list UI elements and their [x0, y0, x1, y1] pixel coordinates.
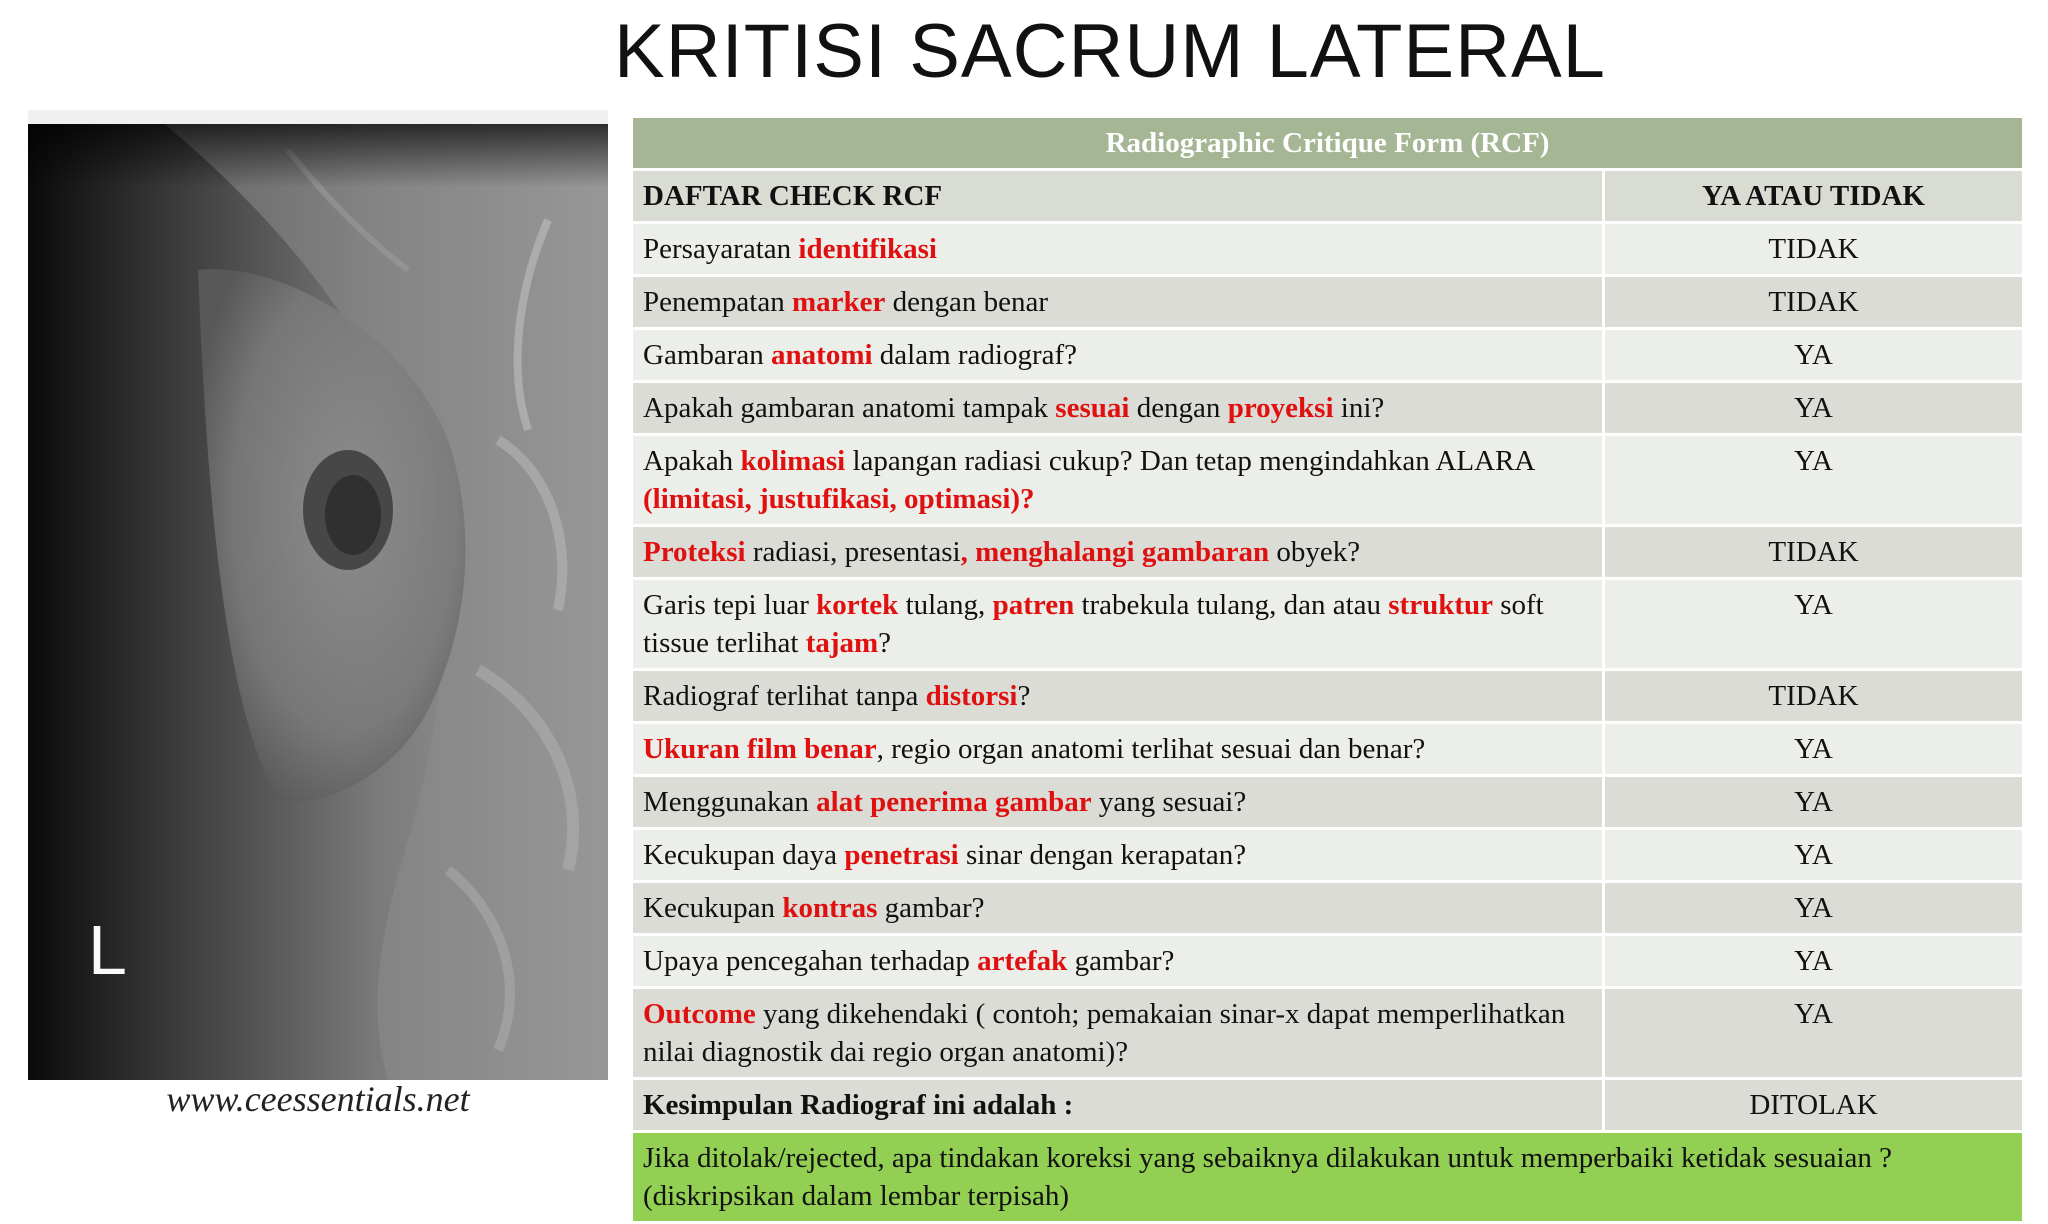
checklist-answer: TIDAK — [1604, 526, 2024, 579]
table-row — [632, 882, 2024, 935]
checklist-rows — [632, 223, 2024, 1079]
table-row — [632, 670, 2024, 723]
question-text: radiasi, presentasi — [745, 536, 961, 568]
table-row — [632, 776, 2024, 829]
checklist-question — [632, 435, 1604, 526]
highlighted-term: Ukuran film benar — [643, 733, 877, 765]
highlighted-term: artefak — [977, 945, 1068, 977]
question-text: yang dikehendaki ( contoh; pemakaian sinar-x dapat memperlihatkan nilai diagnostik dai regio organ anatomi)? — [643, 998, 1566, 1068]
table-row — [632, 723, 2024, 776]
table-row — [632, 526, 2024, 579]
highlighted-term: anatomi — [771, 339, 873, 371]
checklist-question — [632, 829, 1604, 882]
question-text: yang sesuai? — [1091, 786, 1247, 818]
question-text: dengan — [1129, 392, 1228, 424]
column-header-answer: YA ATAU TIDAK — [1604, 170, 2024, 223]
highlighted-term: patren — [992, 589, 1075, 621]
checklist-question — [632, 526, 1604, 579]
highlighted-term: distorsi — [925, 680, 1018, 712]
highlighted-term: proyeksi — [1227, 392, 1334, 424]
checklist-question — [632, 223, 1604, 276]
column-header-checklist: DAFTAR CHECK RCF — [632, 170, 1604, 223]
table-row — [632, 223, 2024, 276]
checklist-question — [632, 276, 1604, 329]
highlighted-term: kortek — [816, 589, 899, 621]
corrective-action-note: Jika ditolak/rejected, apa tindakan koreksi yang sebaiknya dilakukan untuk memperbaiki ketidak sesuaian ? (diskripsikan dalam lembar terpisah) — [632, 1132, 2024, 1223]
table-row — [632, 382, 2024, 435]
form-title: Radiographic Critique Form (RCF) — [632, 117, 2024, 170]
question-text: Gambaran — [643, 339, 772, 371]
question-text: dalam radiograf? — [872, 339, 1078, 371]
question-text: soft tissue terlihat — [643, 589, 1544, 659]
film-side-marker: L — [88, 911, 127, 989]
checklist-question — [632, 382, 1604, 435]
question-text: Apakah — [643, 445, 741, 477]
highlighted-term: kolimasi — [740, 445, 846, 477]
table-row — [632, 435, 2024, 526]
question-text: ? — [878, 627, 892, 659]
checklist-question — [632, 882, 1604, 935]
question-text: sinar dengan kerapatan? — [958, 839, 1247, 871]
table-row — [632, 935, 2024, 988]
xray-image — [28, 110, 608, 1080]
question-text: Persayaratan — [643, 233, 799, 265]
checklist-answer: YA — [1604, 829, 2024, 882]
highlighted-term: Proteksi — [643, 536, 746, 568]
checklist-question — [632, 329, 1604, 382]
question-text: Radiograf terlihat tanpa — [643, 680, 926, 712]
highlighted-term: sesuai — [1055, 392, 1130, 424]
question-text: gambar? — [877, 892, 985, 924]
highlighted-term: tajam — [805, 627, 879, 659]
highlighted-term: penetrasi — [844, 839, 959, 871]
table-row — [632, 988, 2024, 1079]
question-text: Penempatan — [643, 286, 792, 318]
question-text: Menggunakan — [643, 786, 817, 818]
checklist-answer: TIDAK — [1604, 276, 2024, 329]
table-row — [632, 579, 2024, 670]
checklist-question — [632, 988, 1604, 1079]
question-text: Kecukupan daya — [643, 839, 845, 871]
checklist-answer: YA — [1604, 329, 2024, 382]
highlighted-term: kontras — [782, 892, 878, 924]
checklist-question — [632, 776, 1604, 829]
slide-title: KRITISI SACRUM LATERAL — [614, 9, 1606, 94]
table-row — [632, 329, 2024, 382]
checklist-answer: YA — [1604, 988, 2024, 1079]
checklist-question — [632, 723, 1604, 776]
question-text: ? — [1017, 680, 1031, 712]
checklist-answer: YA — [1604, 776, 2024, 829]
question-text: , regio organ anatomi terlihat sesuai dan benar? — [876, 733, 1426, 765]
question-text: Upaya pencegahan terhadap — [643, 945, 978, 977]
highlighted-term: alat penerima gambar — [816, 786, 1092, 818]
checklist-answer: YA — [1604, 579, 2024, 670]
highlighted-term: Outcome — [643, 998, 756, 1030]
highlighted-term: struktur — [1388, 589, 1493, 621]
checklist-answer: YA — [1604, 723, 2024, 776]
question-text: Garis tepi luar — [643, 589, 817, 621]
checklist-question — [632, 579, 1604, 670]
question-text: lapangan radiasi cukup? Dan tetap mengindahkan ALARA — [845, 445, 1534, 477]
question-text: ini? — [1333, 392, 1385, 424]
question-text: Apakah gambaran anatomi tampak — [643, 392, 1056, 424]
checklist-answer: TIDAK — [1604, 670, 2024, 723]
highlighted-term: marker — [791, 286, 886, 318]
conclusion-label: Kesimpulan Radiograf ini adalah : — [632, 1079, 1604, 1132]
table-row — [632, 276, 2024, 329]
highlighted-term: (limitasi, justufikasi, optimasi)? — [643, 483, 1035, 515]
checklist-question — [632, 670, 1604, 723]
checklist-answer: YA — [1604, 882, 2024, 935]
critique-form-table — [630, 115, 2025, 1224]
question-text: dengan benar — [885, 286, 1049, 318]
question-text: Kecukupan — [643, 892, 783, 924]
source-url: www.ceessentials.net — [166, 1079, 470, 1119]
table-row — [632, 829, 2024, 882]
highlighted-term: , menghalangi gambaran — [960, 536, 1270, 568]
checklist-answer: YA — [1604, 935, 2024, 988]
question-text: trabekula tulang, dan atau — [1074, 589, 1389, 621]
question-text: obyek? — [1269, 536, 1361, 568]
checklist-answer: YA — [1604, 382, 2024, 435]
checklist-answer: YA — [1604, 435, 2024, 526]
conclusion-value: DITOLAK — [1604, 1079, 2024, 1132]
question-text: gambar? — [1067, 945, 1175, 977]
question-text: tulang, — [898, 589, 993, 621]
checklist-answer: TIDAK — [1604, 223, 2024, 276]
highlighted-term: identifikasi — [798, 233, 937, 265]
checklist-question — [632, 935, 1604, 988]
